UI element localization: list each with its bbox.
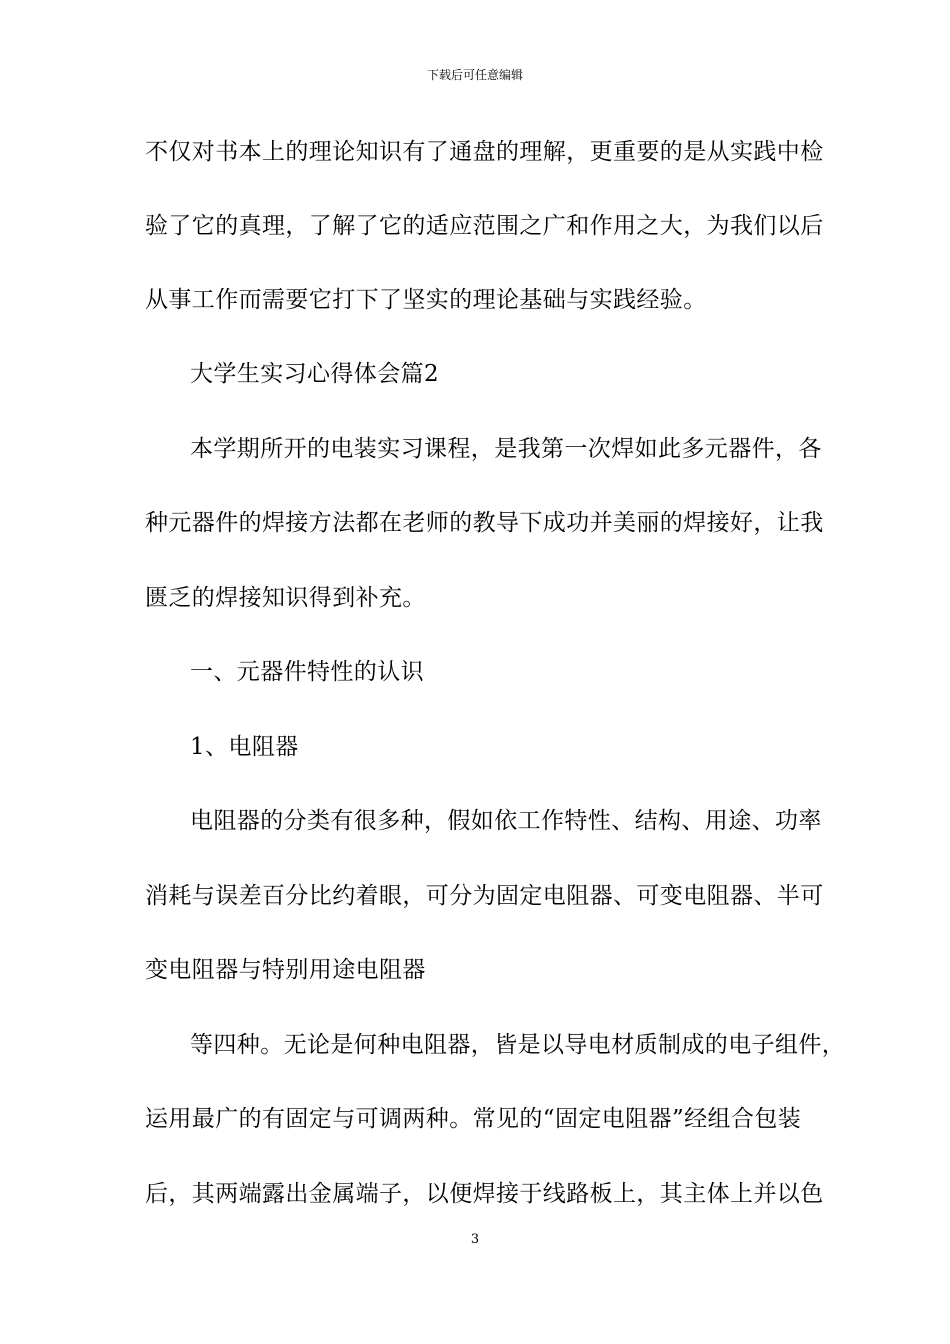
body-line: 消耗与误差百分比约着眼，可分为固定电阻器、可变电阻器、半可 [145,883,824,909]
body-line: 电阻器的分类有很多种，假如依工作特性、结构、用途、功率 [190,808,822,834]
body-line: 后，其两端露出金属端子，以便焊接于线路板上，其主体上并以色 [145,1181,824,1207]
body-line: 本学期所开的电装实习课程，是我第一次焊如此多元器件，各 [190,436,822,462]
subheading: 一、元器件特性的认识 [190,659,424,685]
page-number: 3 [470,1232,480,1247]
page-header: 下载后可任意编辑 [426,68,523,82]
body-line: 匮乏的焊接知识得到补充。 [145,585,426,611]
body-line: 运用最广的有固定与可调两种。常见的“固定电阻器”经组合包装 [145,1106,802,1132]
body-line: 种元器件的焊接方法都在老师的教导下成功并美丽的焊接好，让我 [145,510,824,536]
body-line: 等四种。无论是何种电阻器，皆是以导电材质制成的电子组件， [190,1032,846,1058]
body-line: 从事工作而需要它打下了坚实的理论基础与实践经验。 [145,287,707,313]
body-line: 变电阻器与特别用途电阻器 [145,957,426,983]
section-heading: 大学生实习心得体会篇2 [190,361,440,387]
body-line: 验了它的真理，了解了它的适应范围之广和作用之大，为我们以后 [145,213,824,239]
body-line: 不仅对书本上的理论知识有了通盘的理解，更重要的是从实践中检 [145,139,824,165]
subheading: 1、电阻器 [190,734,299,760]
